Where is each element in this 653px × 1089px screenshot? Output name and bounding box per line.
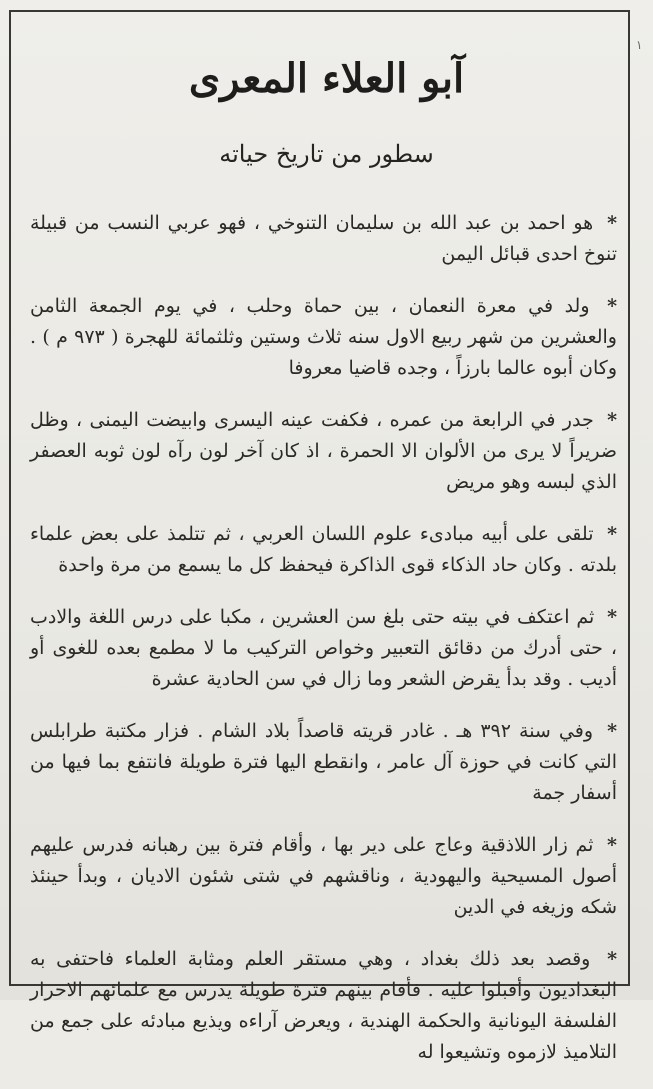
paragraph-text: ثم اعتكف في بيته حتى بلغ سن العشرين ، مكبا على درس اللغة والادب ، حتى أدرك من دقائق التعبير وخواص التركيب ما لا مطمع بعده للغوى أو أديب . وقد بدأ يقرض الشعر وما زال في سن الحادية عشرة [30, 606, 617, 690]
paragraph [30, 716, 617, 809]
page-subtitle: سطور من تاريخ حياته [219, 140, 434, 168]
paragraph [30, 602, 617, 695]
paragraph-text: وقصد بعد ذلك بغداد ، وهي مستقر العلم ومثابة العلماء فاحتفى به البغداديون وأقبلوا عليه . فأقام بينهم فترة طويلة يدرس مع علمائهم الاحرار الفلسفة اليونانية والحكمة الهندية ، ويعرض آراءه ويذيع مبادئه على جمع من التلاميذ لازموه وتشيعوا له [30, 948, 617, 1063]
bullet-icon: * [607, 834, 617, 856]
bullet-icon: * [607, 409, 618, 431]
paragraph-text: ثم زار اللاذقية وعاج على دير بها ، وأقام فترة بين رهبانه فدرس عليهم أصول المسيحية واليهودية ، وناقشهم في شتى شئون الاديان ، وبدأ حينئذ شكه وزيغه في الدين [30, 834, 617, 918]
bullet-icon: * [607, 212, 617, 234]
bullet-icon: * [607, 295, 617, 317]
paragraph [30, 944, 617, 1068]
paragraph [30, 291, 617, 384]
bullet-icon: * [607, 948, 617, 970]
paragraph-text: تلقى على أبيه مبادىء علوم اللسان العربي ، ثم تتلمذ على بعض علماء بلدته . وكان حاد الذكاء قوى الذاكرة فيحفظ كل ما يسمع من مرة واحدة [30, 523, 617, 576]
paragraph-text: وفي سنة ٣٩٢ هـ . غادر قريته قاصداً بلاد الشام . فزار مكتبة طرابلس التي كانت في حوزة آل عامر ، وانقطع اليها فترة طويلة فانتفع بما فيها من أسفار جمة [30, 720, 617, 804]
paragraph [30, 405, 617, 498]
page-title: آبو العلاء المعرى [188, 55, 465, 102]
paragraph-text: جدر في الرابعة من عمره ، فكفت عينه اليسرى وابيضت اليمنى ، وظل ضريراً لا يرى من الألوان الا الحمرة ، اذ كان آخر لون رآه لون ثوبه العصفر الذي لبسه وهو مريض [30, 409, 617, 493]
bullet-icon: * [607, 606, 618, 628]
bullet-icon: * [607, 523, 617, 545]
paragraph [30, 208, 617, 270]
paragraph [30, 519, 617, 581]
margin-mark: ١ [636, 38, 643, 52]
biography-text [30, 208, 617, 1089]
bullet-icon: * [607, 720, 617, 742]
paragraph-text: ولد في معرة النعمان ، بين حماة وحلب ، في يوم الجمعة الثامن والعشرين من شهر ربيع الاول سنه ثلاث وستين وثلثمائة للهجرة ( ٩٧٣ م ) . وكان أبوه عالما بارزاً ، وجده قاضيا معروفا [30, 295, 617, 379]
paragraph-text: هو احمد بن عبد الله بن سليمان التنوخي ، فهو عربي النسب من قبيلة تنوخ احدى قبائل اليمن [30, 212, 617, 265]
paragraph [30, 830, 617, 923]
